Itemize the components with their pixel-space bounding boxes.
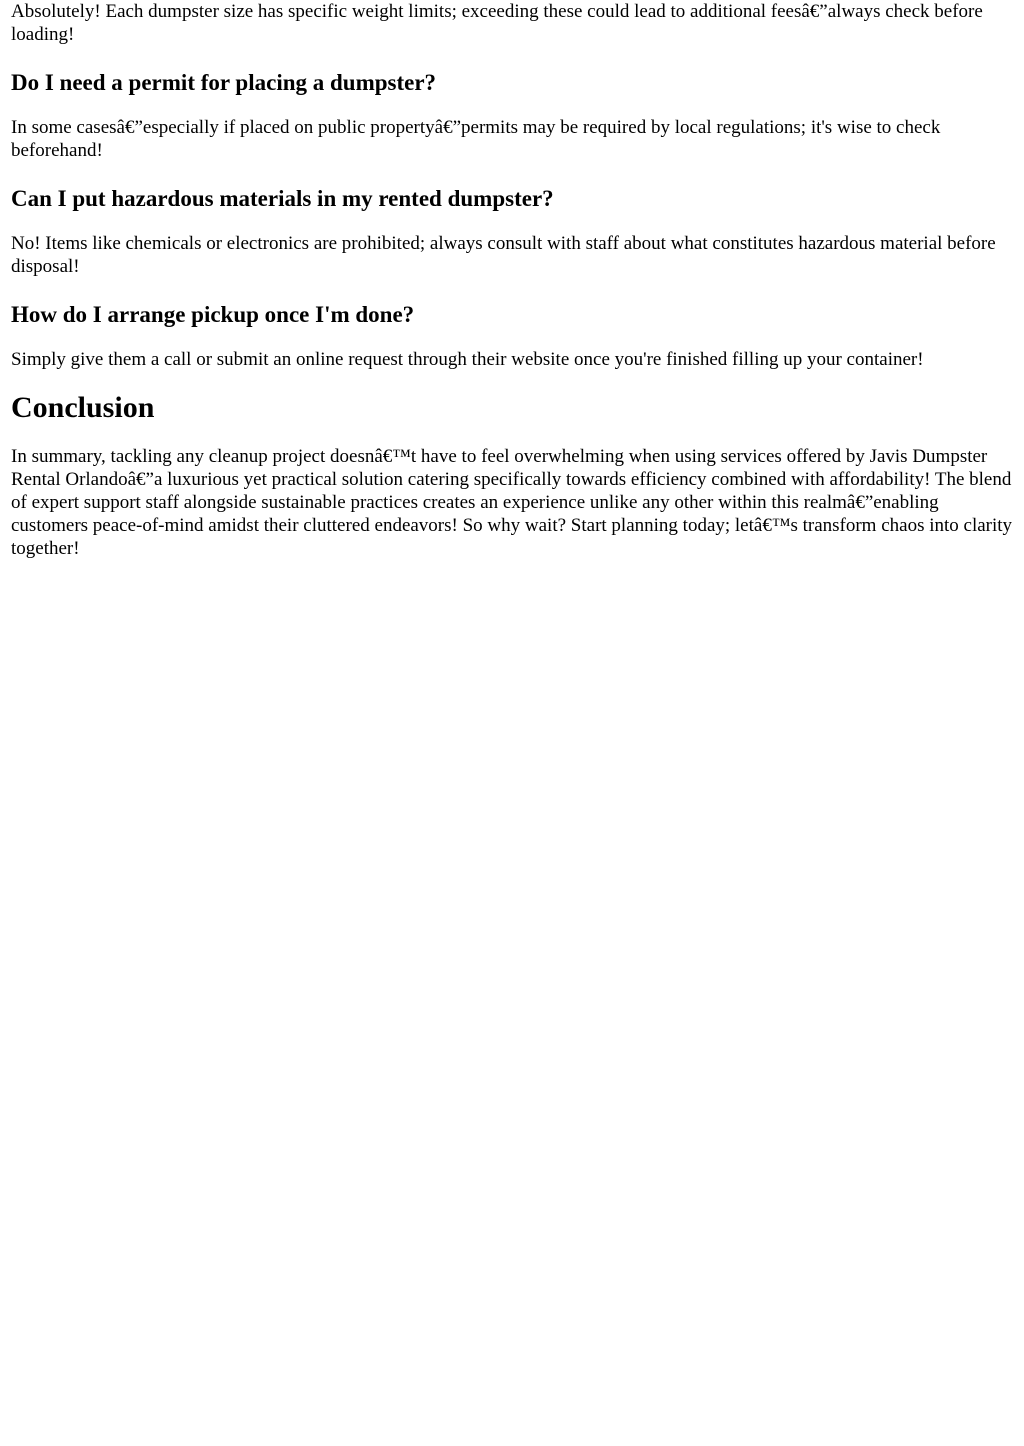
- faq-answer-hazardous: No! Items like chemicals or electronics are prohibited; always consult with staff about what constitutes hazardous material before disposal!: [11, 233, 996, 277]
- faq-question-pickup: How do I arrange pickup once I'm done?: [11, 302, 415, 327]
- faq-item-permit: [11, 69, 1013, 162]
- faq-answer-pickup: Simply give them a call or submit an online request through their website once you're finished filling up your container!: [11, 349, 924, 370]
- faq-item-pickup: [11, 301, 1013, 371]
- faq-answer-permit: In some casesâ€”especially if placed on public propertyâ€”permits may be required by local regulations; it's wise to check beforehand!: [11, 117, 941, 161]
- faq-answer-weight-limits: Absolutely! Each dumpster size has specific weight limits; exceeding these could lead to additional feesâ€”always check before loading!: [11, 1, 983, 45]
- faq-question-permit: Do I need a permit for placing a dumpster?: [11, 70, 437, 95]
- conclusion-heading: Conclusion: [11, 391, 155, 424]
- faq-question-hazardous: Can I put hazardous materials in my rented dumpster?: [11, 186, 554, 211]
- article-body: [0, 0, 1024, 560]
- conclusion-body: In summary, tackling any cleanup project doesnâ€™t have to feel overwhelming when using services offered by Javis Dumpster Rental Orlandoâ€”a luxurious yet practical solution catering specifically towards efficiency combined with affordability! The blend of expert support staff alongside sustainable practices creates an experience unlike any other within this realmâ€”enabling customers peace-of-mind amidst their cluttered endeavors! So why wait? Start planning today; letâ€™s transform chaos into clarity together!: [11, 446, 1013, 559]
- faq-item-hazardous: [11, 185, 1013, 278]
